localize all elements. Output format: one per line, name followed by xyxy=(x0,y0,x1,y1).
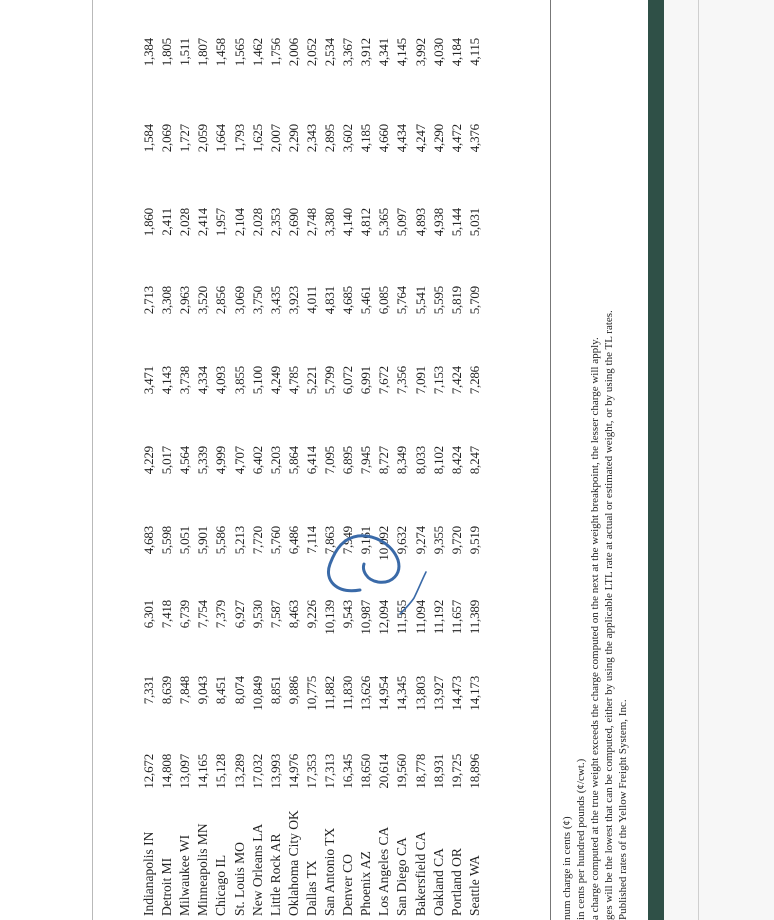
rate-cell: 1,756 xyxy=(267,38,283,67)
rate-cell: 9,226 xyxy=(303,600,319,629)
rate-cell: 4,093 xyxy=(213,366,229,395)
rate-cell: 8,851 xyxy=(267,676,283,705)
city-name: San Antonio TX xyxy=(322,827,337,916)
rate-cell: 5,365 xyxy=(376,208,392,237)
rate-cell: 6,927 xyxy=(231,600,247,629)
rate-cell: 1,462 xyxy=(249,38,265,67)
rate-cell: 2,690 xyxy=(285,208,301,237)
rate-cell: 3,069 xyxy=(231,286,247,315)
rate-cell: 2,713 xyxy=(141,286,156,315)
rate-cell: 17,353 xyxy=(303,754,319,789)
rate-cell: 6,301 xyxy=(141,600,156,629)
rate-cell: 11,192 xyxy=(430,600,446,635)
table-row xyxy=(142,0,156,920)
rate-cell: 6,486 xyxy=(285,526,301,555)
table-row xyxy=(251,0,265,920)
rate-cell: 14,808 xyxy=(159,754,175,789)
city-name: Phoenix AZ xyxy=(358,851,374,916)
rate-cell: 15,128 xyxy=(213,754,229,789)
rate-cell: 4,376 xyxy=(466,124,482,153)
rate-cell: 7,945 xyxy=(358,446,374,475)
rate-cell: 7,095 xyxy=(322,446,337,475)
rate-cell: 2,343 xyxy=(303,124,319,153)
rate-cell: 2,895 xyxy=(322,124,337,153)
rate-cell: 5,461 xyxy=(358,286,374,315)
rate-cell: 4,341 xyxy=(376,38,392,67)
rate-cell: 2,007 xyxy=(267,124,283,153)
city-name: Oklahoma City OK xyxy=(285,810,301,916)
city-name: Detroit MI xyxy=(159,857,175,916)
table-row xyxy=(468,0,482,920)
rate-cell: 12,672 xyxy=(141,754,156,789)
rate-cell: 2,059 xyxy=(195,124,211,153)
rate-cell: 6,895 xyxy=(340,446,356,475)
rate-cell: 14,173 xyxy=(466,676,482,711)
rate-cell: 11,555 xyxy=(394,600,410,635)
rate-cell: 1,565 xyxy=(231,38,247,67)
rate-cell: 7,356 xyxy=(394,366,410,395)
rate-cell: 1,384 xyxy=(141,38,156,67)
rate-cell: 4,472 xyxy=(448,124,464,153)
scan-left-margin xyxy=(0,0,92,920)
rotated-rate-table-page xyxy=(92,0,648,920)
rate-cell: 4,999 xyxy=(213,446,229,475)
rate-cell: 4,812 xyxy=(358,208,374,237)
rate-cell: 5,144 xyxy=(448,208,464,237)
rate-cell: 9,274 xyxy=(412,526,428,555)
city-name: Minneapolis MN xyxy=(195,823,211,916)
city-name: Milwaukee WI xyxy=(177,834,193,916)
table-row xyxy=(178,0,192,920)
rate-cell: 4,785 xyxy=(285,366,301,395)
rate-cell: 11,830 xyxy=(340,676,356,711)
rate-cell: 8,424 xyxy=(448,446,464,475)
table-row xyxy=(214,0,228,920)
rate-cell: 8,033 xyxy=(412,446,428,475)
rate-cell: 19,560 xyxy=(394,754,410,789)
table-row xyxy=(323,0,337,920)
rate-cell: 2,006 xyxy=(285,38,301,67)
city-name: Los Angeles CA xyxy=(376,826,392,916)
rate-cell: 13,803 xyxy=(412,676,428,711)
rate-cell: 8,074 xyxy=(231,676,247,705)
rate-cell: 14,473 xyxy=(448,676,464,711)
rate-cell: 2,353 xyxy=(267,208,283,237)
table-row xyxy=(160,0,174,920)
rate-cell: 1,807 xyxy=(195,38,211,67)
scan-right-margin xyxy=(664,0,774,920)
rate-cell: 7,331 xyxy=(141,676,156,705)
footnote-line: in cents per hundred pounds (¢/cwt.) xyxy=(575,758,587,920)
rate-cell: 10,849 xyxy=(249,676,265,711)
rate-cell: 3,602 xyxy=(340,124,356,153)
rate-cell: 10,139 xyxy=(322,600,337,635)
rate-cell: 5,760 xyxy=(267,526,283,555)
rate-cell: 18,778 xyxy=(412,754,428,789)
rate-cell: 8,349 xyxy=(394,446,410,475)
table-row xyxy=(377,0,391,920)
rate-cell: 11,389 xyxy=(466,600,482,635)
rate-cell: 9,043 xyxy=(195,676,211,705)
rate-cell: 2,748 xyxy=(303,208,319,237)
rate-cell: 1,664 xyxy=(213,124,229,153)
rate-cell: 7,848 xyxy=(177,676,193,705)
rate-cell: 3,367 xyxy=(340,38,356,67)
rate-cell: 7,114 xyxy=(303,526,319,554)
city-name: San Diego CA xyxy=(394,837,410,916)
rate-cell: 7,424 xyxy=(448,366,464,395)
city-name: Seattle WA xyxy=(466,855,482,916)
city-name: Oakland CA xyxy=(430,848,446,916)
rate-cell: 5,819 xyxy=(448,286,464,315)
rate-cell: 14,954 xyxy=(376,676,392,711)
rate-cell: 3,923 xyxy=(285,286,301,315)
rate-cell: 5,598 xyxy=(159,526,175,555)
rate-cell: 4,229 xyxy=(141,446,156,475)
rate-cell: 5,221 xyxy=(303,366,319,395)
rate-cell: 5,100 xyxy=(249,366,265,395)
footnote-line: ges will be the lowest that can be computed, either by using the applicable LTL rate at actual or estimated weight, or by using the TL rates. xyxy=(603,310,615,920)
rate-cell: 4,564 xyxy=(177,446,193,475)
city-name: St. Louis MO xyxy=(231,842,247,916)
rate-cell: 4,683 xyxy=(141,526,156,555)
rate-cell: 7,754 xyxy=(195,600,211,629)
table-row xyxy=(341,0,355,920)
rate-cell: 13,097 xyxy=(177,754,193,789)
rate-cell: 2,534 xyxy=(322,38,337,67)
table-row xyxy=(233,0,247,920)
rate-cell: 8,247 xyxy=(466,446,482,475)
rate-cell: 4,030 xyxy=(430,38,446,67)
rate-cell: 14,165 xyxy=(195,754,211,789)
city-name: Indianapolis IN xyxy=(141,831,156,916)
rate-cell: 5,213 xyxy=(231,526,247,555)
rate-cell: 1,458 xyxy=(213,38,229,67)
scan-right-edge xyxy=(698,0,699,920)
rate-cell: 12,094 xyxy=(376,600,392,635)
rate-cell: 8,102 xyxy=(430,446,446,475)
rate-cell: 3,380 xyxy=(322,208,337,237)
rate-cell: 2,104 xyxy=(231,208,247,237)
rate-cell: 13,626 xyxy=(358,676,374,711)
rate-cell: 7,672 xyxy=(376,366,392,395)
rate-cell: 4,184 xyxy=(448,38,464,67)
rate-cell: 3,912 xyxy=(358,38,374,67)
rate-cell: 4,185 xyxy=(358,124,374,153)
rate-cell: 3,992 xyxy=(412,38,428,67)
rate-cell: 3,738 xyxy=(177,366,193,395)
rate-cell: 9,720 xyxy=(448,526,464,555)
rate-cell: 6,414 xyxy=(303,446,319,475)
table-row xyxy=(432,0,446,920)
city-name: New Orleans LA xyxy=(249,823,265,916)
rate-cell: 3,471 xyxy=(141,366,156,395)
rate-cell: 5,901 xyxy=(195,526,211,555)
rate-cell: 4,249 xyxy=(267,366,283,395)
rate-cell: 13,993 xyxy=(267,754,283,789)
rate-cell: 14,976 xyxy=(285,754,301,789)
rate-cell: 3,308 xyxy=(159,286,175,315)
rate-cell: 2,414 xyxy=(195,208,211,237)
rate-cell: 4,145 xyxy=(394,38,410,67)
rate-cell: 3,855 xyxy=(231,366,247,395)
rate-cell: 2,963 xyxy=(177,286,193,315)
rate-cell: 4,434 xyxy=(394,124,410,153)
rate-cell: 2,028 xyxy=(177,208,193,237)
rate-cell: 1,511 xyxy=(177,38,193,66)
city-name: Denver CO xyxy=(340,854,356,916)
rate-cell: 4,011 xyxy=(303,286,319,314)
rate-cell: 3,750 xyxy=(249,286,265,315)
rate-cell: 7,153 xyxy=(430,366,446,395)
rate-cell: 6,739 xyxy=(177,600,193,629)
rate-cell: 7,379 xyxy=(213,600,229,629)
city-name: Dallas TX xyxy=(303,860,319,916)
rate-cell: 11,882 xyxy=(322,676,337,711)
rate-cell: 5,586 xyxy=(213,526,229,555)
footnote-line: Published rates of the Yellow Freight System, Inc. xyxy=(617,699,629,920)
rate-cell: 4,140 xyxy=(340,208,356,237)
city-name: Little Rock AR xyxy=(267,833,283,916)
rate-cell: 20,614 xyxy=(376,754,392,789)
rate-cell: 2,856 xyxy=(213,286,229,315)
rate-cell: 16,345 xyxy=(340,754,356,789)
rate-cell: 7,418 xyxy=(159,600,175,629)
rate-cell: 7,863 xyxy=(322,526,337,555)
rate-cell: 14,345 xyxy=(394,676,410,711)
table-row xyxy=(414,0,428,920)
rate-cell: 7,587 xyxy=(267,600,283,629)
city-name: Chicago IL xyxy=(213,854,229,916)
rate-cell: 5,864 xyxy=(285,446,301,475)
table-row xyxy=(450,0,464,920)
rate-cell: 19,725 xyxy=(448,754,464,789)
rate-cell: 13,289 xyxy=(231,754,247,789)
rate-cell: 7,091 xyxy=(412,366,428,395)
rate-cell: 5,017 xyxy=(159,446,175,475)
rate-cell: 5,799 xyxy=(322,366,337,395)
rate-cell: 2,069 xyxy=(159,124,175,153)
rate-cell: 9,355 xyxy=(430,526,446,555)
rate-cell: 9,632 xyxy=(394,526,410,555)
rate-cell: 10,092 xyxy=(376,526,392,561)
rate-cell: 8,451 xyxy=(213,676,229,705)
rate-cell: 10,775 xyxy=(303,676,319,711)
footnote-line: a charge computed at the true weight exceeds the charge computed on the next at the weight breakpoint, the lesser charge will apply. xyxy=(589,337,601,920)
rate-cell: 5,541 xyxy=(412,286,428,315)
rate-cell: 1,625 xyxy=(249,124,265,153)
rate-cell: 5,203 xyxy=(267,446,283,475)
rate-cell: 2,052 xyxy=(303,38,319,67)
table-row xyxy=(359,0,373,920)
rate-cell: 3,435 xyxy=(267,286,283,315)
rate-cell: 5,764 xyxy=(394,286,410,315)
rate-cell: 18,650 xyxy=(358,754,374,789)
rate-cell: 18,931 xyxy=(430,754,446,789)
table-row xyxy=(305,0,319,920)
rate-cell: 1,805 xyxy=(159,38,175,67)
footnote-line: num charge in cents (¢) xyxy=(561,816,573,920)
rate-cell: 8,727 xyxy=(376,446,392,475)
rate-cell: 6,991 xyxy=(358,366,374,395)
rate-cell: 11,657 xyxy=(448,600,464,635)
rate-cell: 4,707 xyxy=(231,446,247,475)
rate-cell: 5,097 xyxy=(394,208,410,237)
rate-cell: 2,290 xyxy=(285,124,301,153)
rate-cell: 9,886 xyxy=(285,676,301,705)
rate-cell: 7,949 xyxy=(340,526,356,555)
rate-cell: 11,094 xyxy=(412,600,428,635)
rate-cell: 4,938 xyxy=(430,208,446,237)
rate-cell: 4,334 xyxy=(195,366,211,395)
table-row xyxy=(196,0,210,920)
rate-cell: 4,685 xyxy=(340,286,356,315)
rate-cell: 1,860 xyxy=(141,208,156,237)
rate-cell: 4,290 xyxy=(430,124,446,153)
rate-cell: 4,831 xyxy=(322,286,337,315)
rate-cell: 7,720 xyxy=(249,526,265,555)
rate-cell: 10,987 xyxy=(358,600,374,635)
rate-cell: 2,028 xyxy=(249,208,265,237)
rate-cell: 1,727 xyxy=(177,124,193,153)
rate-cell: 2,411 xyxy=(159,208,175,236)
rate-cell: 9,530 xyxy=(249,600,265,629)
rate-cell: 5,031 xyxy=(466,208,482,237)
table-row xyxy=(287,0,301,920)
table-row xyxy=(395,0,409,920)
rate-cell: 8,463 xyxy=(285,600,301,629)
rate-cell: 6,402 xyxy=(249,446,265,475)
rate-cell: 1,957 xyxy=(213,208,229,237)
rate-cell: 6,085 xyxy=(376,286,392,315)
rate-cell: 13,927 xyxy=(430,676,446,711)
rate-cell: 7,286 xyxy=(466,366,482,395)
rate-cell: 9,519 xyxy=(466,526,482,555)
city-name: Portland OR xyxy=(448,848,464,916)
rate-cell: 4,115 xyxy=(466,38,482,66)
rate-cell: 9,161 xyxy=(358,526,374,555)
rate-cell: 5,339 xyxy=(195,446,211,475)
rate-cell: 4,143 xyxy=(159,366,175,395)
rate-cell: 1,584 xyxy=(141,124,156,153)
city-name: Bakersfield CA xyxy=(412,831,428,916)
footnote-rule xyxy=(550,0,551,920)
table-row xyxy=(269,0,283,920)
rate-cell: 4,893 xyxy=(412,208,428,237)
rate-cell: 17,032 xyxy=(249,754,265,789)
rate-cell: 5,051 xyxy=(177,526,193,555)
rate-cell: 6,072 xyxy=(340,366,356,395)
rate-cell: 4,247 xyxy=(412,124,428,153)
rate-cell: 9,543 xyxy=(340,600,356,629)
rate-cell: 8,639 xyxy=(159,676,175,705)
rate-cell: 3,520 xyxy=(195,286,211,315)
rate-cell: 17,313 xyxy=(322,754,337,789)
rate-cell: 1,793 xyxy=(231,124,247,153)
rate-cell: 18,896 xyxy=(466,754,482,789)
rate-cell: 5,595 xyxy=(430,286,446,315)
rate-cell: 4,660 xyxy=(376,124,392,153)
rate-cell: 5,709 xyxy=(466,286,482,315)
scan-binding-band xyxy=(648,0,664,920)
